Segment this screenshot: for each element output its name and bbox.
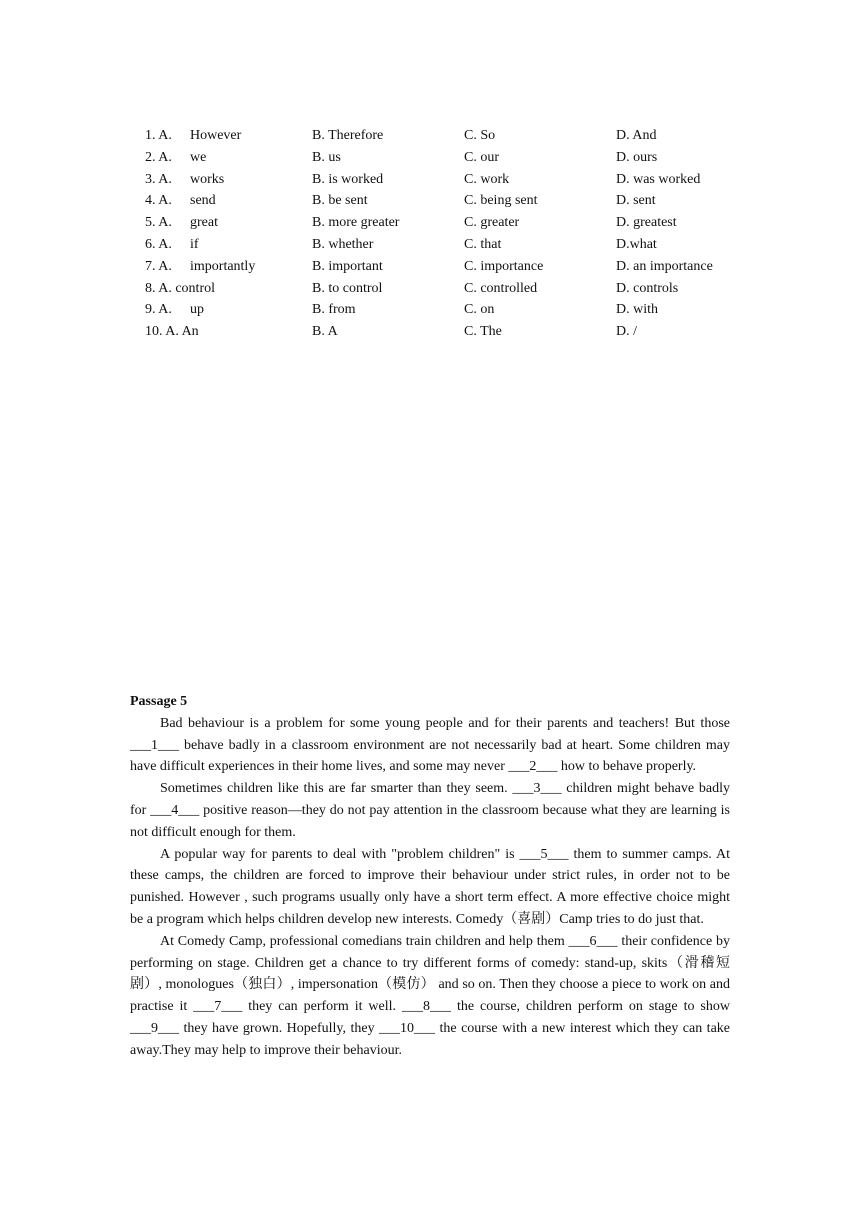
passage [130,691,730,1062]
option-number: 6. A. [145,236,172,252]
option-row-2 [145,147,745,169]
option-d: D. sent [616,193,656,209]
option-c: C. being sent [464,193,538,209]
option-a: we [190,149,207,165]
option-b: B. is worked [312,171,384,187]
option-c: C. The [464,324,502,340]
passage-paragraph-3: A popular way for parents to deal with "problem children" is ___5___ them to summer camps. At these camps, the children are forced to improve their behaviour under strict rules, in order not to be punished. However , such programs usually only have a short term effect. A more effective choice might be a program which helps children develop new interests. Comedy（喜剧）Camp tries to do just that. [130,846,730,927]
option-a: if [190,236,199,252]
option-c: C. importance [464,258,544,274]
option-c: C. greater [464,215,520,231]
option-b: B. whether [312,236,374,252]
option-d: D.what [616,236,657,252]
option-number: 4. A. [145,193,172,209]
option-row-8 [145,278,745,300]
option-row-4 [145,190,745,212]
option-d: D. greatest [616,215,677,231]
option-c: C. work [464,171,510,187]
option-c: C. controlled [464,280,538,296]
option-row-3 [145,169,745,191]
option-b: B. to control [312,280,383,296]
option-number: 1. A. [145,128,172,143]
option-a: great [190,215,218,231]
option-a: send [190,193,216,209]
passage-paragraph-1: Bad behaviour is a problem for some young people and for their parents and teachers! But those ___1___ behave badly in a classroom environment are not necessarily bad at heart. Some children may have difficult experiences in their home lives, and some may never ___2___ how to behave properly. [130,715,730,775]
option-b: B. more greater [312,215,400,231]
option-d: D. / [616,324,637,340]
option-c: C. on [464,302,495,318]
answer-options [145,125,745,343]
option-d: D. ours [616,149,658,165]
option-b: B. us [312,149,341,165]
option-b: B. from [312,302,356,318]
option-b: B. be sent [312,193,368,209]
option-a: up [190,302,204,318]
passage-paragraph-2: Sometimes children like this are far smarter than they seem. ___3___ children might behave badly for ___4___ positive reason—they do not pay attention in the classroom because what they are learning is not difficult enough for them. [130,781,730,840]
option-c: C. that [464,236,502,252]
option-number: 2. A. [145,149,172,165]
option-row-7 [145,256,745,278]
option-row-6 [145,234,745,256]
option-d: D. was worked [616,171,701,187]
passage-paragraph-4: At Comedy Camp, professional comedians train children and help them ___6___ their confidence by performing on stage. Children get a chance to try different forms of comedy: stand-up, skits（滑稽短剧）, monologues（独白）, impersonation（模仿） and so on. Then they choose a piece to work on and practise it ___7___ they can perform it well. ___8___ the course, children perform on stage to show ___9___ they have grown. Hopefully, they ___10___ the course with a new interest which they can take away.They may help to improve their behaviour. [130,933,730,1058]
option-b: B. A [312,324,338,340]
option-d: D. controls [616,280,679,296]
option-a: works [190,171,225,187]
option-row-1 [145,125,745,147]
option-c: C. So [464,128,496,143]
option-row-5 [145,212,745,234]
option-row-9 [145,299,745,321]
option-a: importantly [190,258,256,274]
passage-title: Passage 5 [130,694,188,709]
option-d: D. with [616,302,658,318]
option-number: 5. A. [145,215,172,231]
option-d: D. an importance [616,258,713,274]
option-d: D. And [616,128,657,143]
option-number: 7. A. [145,258,172,274]
option-row-10 [145,321,745,343]
option-a: However [190,128,242,143]
option-number: 9. A. [145,302,172,318]
option-number: 8. A. control [145,280,215,296]
option-b: B. Therefore [312,128,384,143]
option-c: C. our [464,149,499,165]
option-number: 3. A. [145,171,172,187]
option-number: 10. A. An [145,324,199,340]
option-b: B. important [312,258,383,274]
